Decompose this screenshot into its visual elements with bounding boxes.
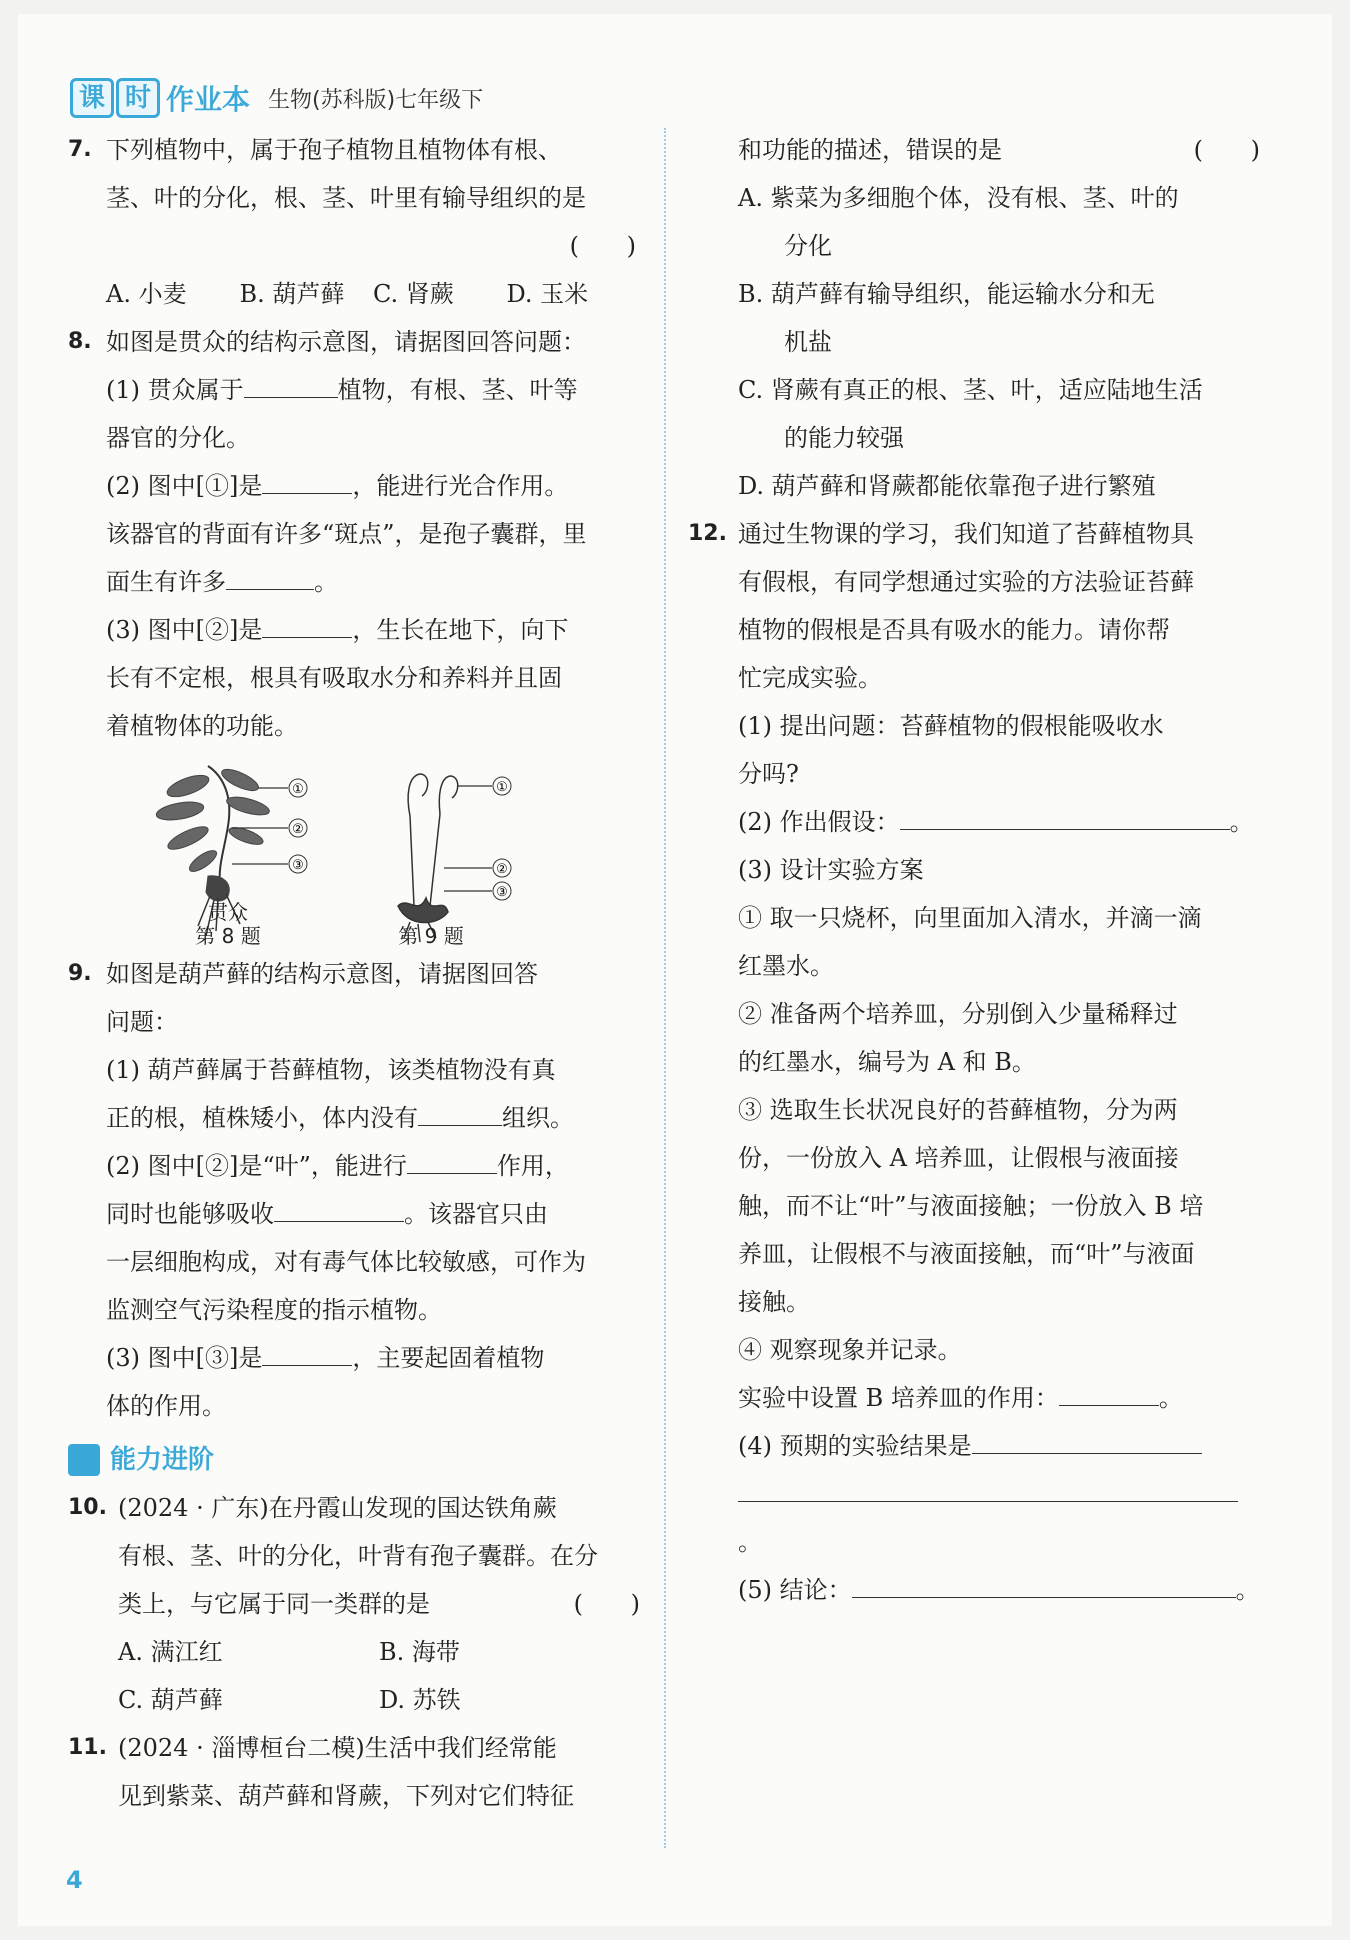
question-10: [68, 1484, 640, 1724]
sub-question-text: 。: [738, 1528, 762, 1556]
answer-blank[interactable]: [1059, 1375, 1159, 1406]
step-text: 的红墨水，编号为 A 和 B。: [738, 1048, 1036, 1076]
option-c[interactable]: C. 肾蕨: [373, 280, 454, 308]
page-number: 4: [66, 1866, 83, 1894]
sub-question-text: (3) 图中[③]是: [106, 1344, 263, 1372]
sub-question-text: 。该器官只由: [404, 1200, 548, 1228]
step-text: 接触。: [738, 1288, 810, 1316]
option-c[interactable]: C. 葫芦藓: [118, 1686, 223, 1714]
sub-question-text: (3) 图中[②]是: [106, 616, 263, 644]
question-text: 植物的假根是否具有吸水的能力。请你帮: [738, 616, 1170, 644]
question-text: 有根、茎、叶的分化，叶背有孢子囊群。在分: [118, 1542, 598, 1570]
section-title: 能力进阶: [110, 1445, 215, 1475]
column-divider: [664, 128, 666, 1848]
option-b[interactable]: B. 葫芦藓: [239, 280, 345, 308]
sub-question-text: 体的作用。: [106, 1392, 226, 1420]
option-a[interactable]: A. 紫菜为多细胞个体，没有根、茎、叶的: [738, 184, 1179, 212]
answer-blank[interactable]: [262, 607, 352, 638]
option-d[interactable]: D. 苏铁: [379, 1686, 461, 1714]
answer-blank[interactable]: [262, 463, 352, 494]
sub-question-text: 。: [314, 568, 338, 596]
sub-question-text: 。: [1235, 1576, 1260, 1604]
option-b[interactable]: B. 海带: [379, 1638, 460, 1666]
sub-question-text: ，能进行光合作用。: [352, 472, 569, 500]
answer-parentheses[interactable]: ( ): [1193, 136, 1260, 164]
sub-question-text: (3) 设计实验方案: [738, 856, 924, 884]
answer-blank[interactable]: [274, 1191, 404, 1222]
sub-question-text: (4) 预期的实验结果是: [738, 1432, 972, 1460]
option-a[interactable]: A. 满江红: [118, 1638, 223, 1666]
question-number: 9.: [68, 961, 92, 986]
question-text: 如图是葫芦藓的结构示意图，请据图回答: [106, 960, 538, 988]
question-11: [68, 1724, 640, 1820]
figure-number: 第 8 题: [195, 924, 261, 948]
logo-char: 课: [70, 78, 114, 118]
sub-question-text: (2) 图中[①]是: [106, 472, 263, 500]
sub-question-text: 植物，有根、茎、叶等: [337, 376, 578, 404]
answer-blank[interactable]: [418, 1095, 502, 1126]
sub-question-text: 实验中设置 B 培养皿的作用：: [738, 1384, 1059, 1412]
answer-blank[interactable]: [244, 367, 338, 398]
moss-label-1: ①: [496, 780, 508, 795]
option-a[interactable]: A. 小麦: [106, 280, 187, 308]
sub-question-text: 一层细胞构成，对有毒气体比较敏感，可作为: [106, 1248, 586, 1276]
sub-question-text: 同时也能够吸收: [106, 1200, 274, 1228]
question-12: [688, 510, 1260, 1614]
question-text: (2024 · 淄博桓台二模)生活中我们经常能: [118, 1734, 557, 1762]
answer-blank[interactable]: [262, 1335, 352, 1366]
fern-label-1: ①: [292, 782, 304, 797]
answer-blank[interactable]: [972, 1423, 1202, 1454]
step-text: ① 取一只烧杯，向里面加入清水，并滴一滴: [738, 904, 1202, 932]
answer-blank[interactable]: [407, 1143, 497, 1174]
sub-question-text: 作用，: [496, 1152, 569, 1180]
fern-label-2: ②: [292, 822, 304, 837]
sub-question-text: (1) 葫芦藓属于苔藓植物，该类植物没有真: [106, 1056, 556, 1084]
sub-question-text: 监测空气污染程度的指示植物。: [106, 1296, 442, 1324]
question-text: 和功能的描述，错误的是: [738, 136, 1002, 164]
option-b-continued: 机盐: [784, 328, 832, 356]
left-column: [68, 126, 640, 1820]
answer-blank[interactable]: [738, 1471, 1238, 1502]
answer-blank[interactable]: [900, 799, 1230, 830]
section-header: [68, 1436, 640, 1484]
answer-parentheses[interactable]: ( ): [569, 232, 636, 260]
question-text: 见到紫菜、葫芦藓和肾蕨，下列对它们特征: [118, 1782, 574, 1810]
sub-question-text: ，生长在地下，向下: [352, 616, 569, 644]
sub-question-text: 面生有许多: [106, 568, 226, 596]
question-number: 7.: [68, 137, 92, 162]
pencil-note-icon: [68, 1444, 100, 1476]
logo-char: 时: [116, 78, 160, 118]
option-d[interactable]: D. 葫芦藓和肾蕨都能依靠孢子进行繁殖: [738, 472, 1156, 500]
fern-label-3: ③: [292, 858, 304, 873]
moss-label-3: ③: [496, 885, 508, 900]
sub-question-text: (1) 贯众属于: [106, 376, 244, 404]
answer-blank[interactable]: [852, 1567, 1236, 1598]
question-text: 有假根，有同学想通过实验的方法验证苔藓: [738, 568, 1194, 596]
sub-question-text: 着植物体的功能。: [106, 712, 298, 740]
answer-blank[interactable]: [226, 559, 314, 590]
question-number: 12.: [688, 521, 727, 546]
question-text: 忙完成实验。: [738, 664, 882, 692]
sub-question-text: 。: [1158, 1384, 1183, 1412]
option-b[interactable]: B. 葫芦藓有输导组织，能运输水分和无: [738, 280, 1155, 308]
sub-question-text: ，主要起固着植物: [352, 1344, 545, 1372]
sub-question-text: 。: [1229, 808, 1254, 836]
question-text: 下列植物中，属于孢子植物且植物体有根、: [106, 136, 562, 164]
sub-question-text: 器官的分化。: [106, 424, 250, 452]
option-c[interactable]: C. 肾蕨有真正的根、茎、叶，适应陆地生活: [738, 376, 1203, 404]
step-text: 份，一份放入 A 培养皿，让假根与液面接: [738, 1144, 1179, 1172]
sub-question-text: 分吗?: [738, 760, 799, 788]
question-9: [68, 950, 640, 1430]
step-text: ③ 选取生长状况良好的苔藓植物，分为两: [738, 1096, 1178, 1124]
sub-question-text: 组织。: [502, 1104, 574, 1132]
option-a-continued: 分化: [784, 232, 832, 260]
step-text: ④ 观察现象并记录。: [738, 1336, 962, 1364]
sub-question-text: 长有不定根，根具有吸取水分和养料并且固: [106, 664, 562, 692]
step-text: 触，而不让“叶”与液面接触；一份放入 B 培: [738, 1192, 1204, 1220]
question-text: 通过生物课的学习，我们知道了苔藓植物具: [738, 520, 1194, 548]
sub-question-text: (2) 图中[②]是“叶”，能进行: [106, 1152, 407, 1180]
figure-caption-moss: 第 9 题: [398, 924, 464, 948]
figure-name: 贯众: [208, 900, 248, 924]
question-text: 茎、叶的分化，根、茎、叶里有输导组织的是: [106, 184, 586, 212]
sub-question-text: 该器官的背面有许多“斑点”，是孢子囊群，里: [106, 520, 587, 548]
moss-illustration: [398, 774, 458, 942]
answer-parentheses[interactable]: ( ): [573, 1590, 640, 1618]
sub-question-text: (1) 提出问题：苔藓植物的假根能吸收水: [738, 712, 1164, 740]
step-text: 红墨水。: [738, 952, 834, 980]
brand-logo: [70, 78, 162, 118]
figures-row: [148, 750, 640, 950]
question-text: 如图是贯众的结构示意图，请据图回答问题：: [106, 328, 586, 356]
right-column: [688, 126, 1260, 1614]
sub-question-text: 正的根，植株矮小，体内没有: [106, 1104, 418, 1132]
question-text: (2024 · 广东)在丹霞山发现的国达铁角蕨: [118, 1494, 557, 1522]
figure-caption-fern: [188, 900, 268, 948]
question-text: 类上，与它属于同一类群的是: [118, 1590, 430, 1618]
question-7: [68, 126, 640, 318]
header: [70, 78, 483, 118]
option-c-continued: 的能力较强: [784, 424, 904, 452]
moss-label-2: ②: [496, 862, 508, 877]
question-11-continued: [738, 126, 1260, 510]
brand-title: 作业本: [166, 83, 251, 116]
option-d[interactable]: D. 玉米: [506, 280, 589, 308]
sub-question-text: (2) 作出假设：: [738, 808, 900, 836]
sub-question-text: (5) 结论：: [738, 1576, 852, 1604]
question-number: 11.: [68, 1735, 107, 1760]
question-8: [68, 318, 640, 750]
step-text: ② 准备两个培养皿，分别倒入少量稀释过: [738, 1000, 1178, 1028]
subject-label: 生物(苏科版)七年级下: [268, 87, 484, 113]
question-text: 问题：: [106, 1008, 178, 1036]
step-text: 养皿，让假根不与液面接触，而“叶”与液面: [738, 1240, 1195, 1268]
question-number: 8.: [68, 329, 92, 354]
question-number: 10.: [68, 1495, 107, 1520]
